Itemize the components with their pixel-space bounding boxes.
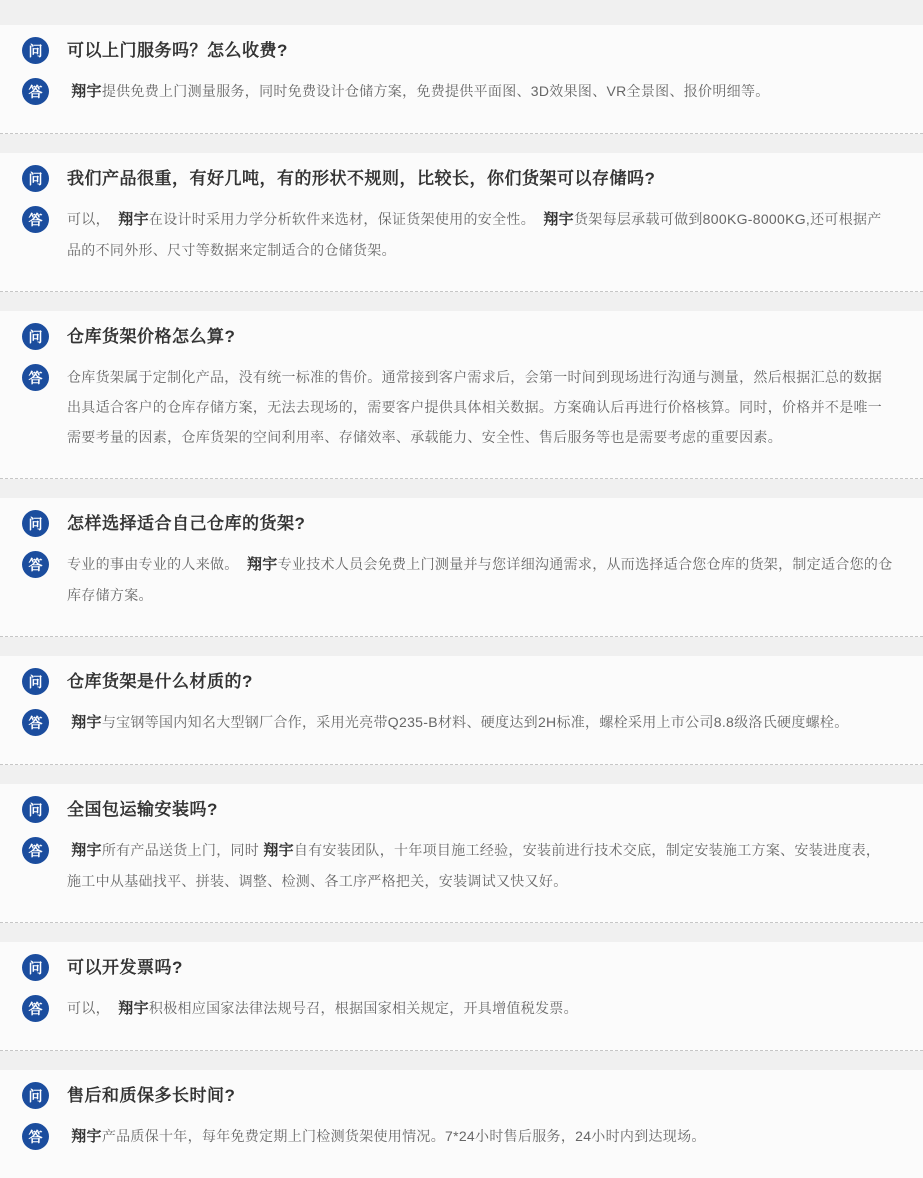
answer-badge-icon: 答 [22,364,49,391]
question-text: 可以上门服务吗？怎么收费? [67,41,288,60]
question-row [22,323,893,350]
brand-name: 翔宇 [71,83,102,100]
question-badge-icon: 问 [22,1082,49,1109]
question-row [22,165,893,192]
question-text: 我们产品很重，有好几吨，有的形状不规则，比较长，你们货架可以存储吗? [67,169,656,188]
brand-name: 翔宇 [71,714,102,731]
brand-name: 翔宇 [71,842,102,859]
brand-name: 翔宇 [543,211,574,228]
question-text: 怎样选择适合自己仓库的货架? [67,514,306,533]
answer-segment: 自有安装团队，十年项目施工经验，安装前进行技术交底，制定安装施工方案、安装进度表，施工中从基础找平、拼装、调整、检测、各工序严格把关，安装调试又快又好。 [67,842,881,889]
answer-text [67,76,893,107]
answer-badge-icon: 答 [22,78,49,105]
answer-text [67,993,893,1024]
brand-name: 翔宇 [263,842,294,859]
answer-row [22,549,893,610]
answer-text [67,362,893,452]
question-text: 仓库货架价格怎么算? [67,327,236,346]
answer-row [22,835,893,896]
question-row [22,796,893,823]
answer-badge-icon: 答 [22,709,49,736]
question-badge-icon: 问 [22,954,49,981]
question-row [22,510,893,537]
answer-segment: 专业技术人员会免费上门测量并与您详细沟通需求，从而选择适合您仓库的货架，制定适合您的仓库存储方案。 [67,556,893,603]
question-badge-icon: 问 [22,165,49,192]
brand-name: 翔宇 [246,556,278,573]
brand-name: 翔宇 [71,1128,102,1145]
answer-row [22,362,893,452]
faq-item [0,25,923,134]
question-row [22,37,893,64]
brand-name: 翔宇 [118,211,149,228]
answer-segment: 提供免费上门测量服务，同时免费设计仓储方案，免费提供平面图、3D效果图、VR全景图、报价明细等。 [101,83,770,99]
answer-segment: 在设计时采用力学分析软件来选材，保证货架使用的安全性。 [148,211,544,227]
faq-item [0,942,923,1051]
answer-row [22,707,893,738]
answer-segment: 专业的事由专业的人来做。 [67,556,247,572]
question-text: 可以开发票吗? [67,958,183,977]
question-badge-icon: 问 [22,37,49,64]
answer-segment: 积极相应国家法律法规号召，根据国家相关规定，开具增值税发票。 [148,1000,578,1016]
answer-text [67,835,893,896]
answer-segment: 货架每层承载可做到800KG-8000KG,还可根据产品的不同外形、尺寸等数据来定制适合的仓储货架。 [67,211,882,258]
answer-segment: 与宝钢等国内知名大型钢厂合作，采用光亮带Q235-B材料、硬度达到2H标准，螺栓采用上市公司8.8级洛氏硬度螺栓。 [101,714,849,730]
faq-list [0,25,923,1178]
question-badge-icon: 问 [22,323,49,350]
answer-badge-icon: 答 [22,837,49,864]
faq-item [0,311,923,479]
answer-row [22,204,893,265]
question-badge-icon: 问 [22,510,49,537]
answer-segment: 所有产品送货上门，同时 [101,842,264,858]
answer-segment: 产品质保十年，每年免费定期上门检测货架使用情况。7*24小时售后服务，24小时内到达现场。 [101,1128,706,1144]
question-row [22,668,893,695]
answer-badge-icon: 答 [22,551,49,578]
question-row [22,954,893,981]
answer-row [22,76,893,107]
answer-text [67,549,893,610]
brand-name: 翔宇 [118,1000,149,1017]
question-text: 售后和质保多长时间? [67,1086,236,1105]
question-badge-icon: 问 [22,796,49,823]
faq-item [0,153,923,292]
question-row [22,1082,893,1109]
answer-segment: 仓库货架属于定制化产品，没有统一标准的售价。通常接到客户需求后，会第一时间到现场进行沟通与测量，然后根据汇总的数据出具适合客户的仓库存储方案，无法去现场的，需要客户提供具体相关数据。方案确认后再进行价格核算。同时，价格并不是唯一需要考量的因素，仓库货架的空间利用率、存储效率、承载能力、安全性、售后服务等也是需要考虑的重要因素。 [67,369,883,445]
answer-badge-icon: 答 [22,1123,49,1150]
answer-row [22,993,893,1024]
answer-row [22,1121,893,1152]
answer-segment: 可以， [67,211,119,227]
answer-text [67,707,893,738]
answer-badge-icon: 答 [22,995,49,1022]
question-badge-icon: 问 [22,668,49,695]
question-text: 仓库货架是什么材质的? [67,672,253,691]
faq-item [0,1070,923,1178]
faq-item [0,656,923,765]
question-text: 全国包运输安装吗? [67,800,218,819]
answer-badge-icon: 答 [22,206,49,233]
answer-text [67,1121,893,1152]
answer-text [67,204,893,265]
answer-segment: 可以， [67,1000,119,1016]
faq-item [0,784,923,923]
faq-item [0,498,923,637]
